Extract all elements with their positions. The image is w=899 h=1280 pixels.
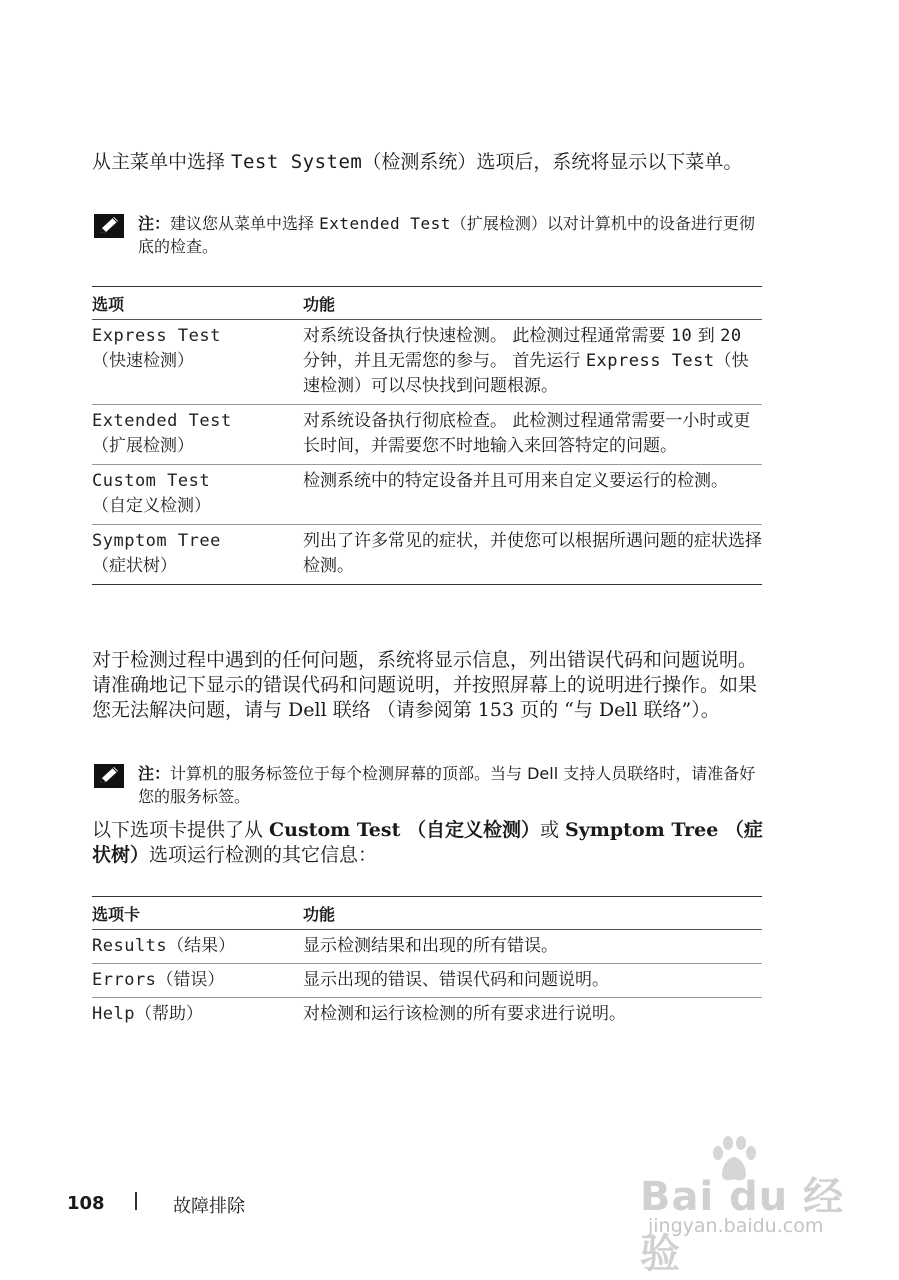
para-text: 或 bbox=[539, 819, 566, 841]
function-cell: 检测系统中的特定设备并且可用来自定义要运行的检测。 bbox=[303, 465, 762, 525]
table-row bbox=[92, 998, 762, 1032]
header-function: 功能 bbox=[303, 897, 762, 930]
option-code: Symptom Tree bbox=[92, 531, 221, 551]
note-pencil-icon bbox=[94, 214, 124, 238]
table-row bbox=[92, 964, 762, 998]
note-body: 计算机的服务标签位于每个检测屏幕的顶部。当与 Dell 支持人员联络时，请准备好您的服务标签。 bbox=[138, 764, 756, 806]
tabs-table bbox=[92, 896, 762, 1031]
tabs-intro-paragraph bbox=[92, 818, 764, 868]
note-label: 注： bbox=[138, 214, 171, 233]
function-cell: 列出了许多常见的症状，并使您可以根据所遇问题的症状选择检测。 bbox=[303, 531, 762, 576]
desc-number: 10 bbox=[670, 326, 693, 346]
desc-number: 20 bbox=[720, 326, 742, 346]
desc-code: Express Test bbox=[585, 351, 715, 371]
note-code: Extended Test bbox=[319, 214, 451, 233]
header-tab: 选项卡 bbox=[92, 897, 303, 930]
table-row bbox=[92, 465, 762, 525]
option-cell bbox=[92, 465, 303, 525]
watermark-brand: Bai du 经验 bbox=[640, 1174, 845, 1277]
note-text bbox=[138, 212, 767, 258]
intro-code: Test System bbox=[231, 151, 363, 173]
tab-cell bbox=[92, 964, 303, 998]
tab-code: Help bbox=[92, 1004, 135, 1024]
option-label: （快速检测） bbox=[92, 351, 194, 371]
note-text bbox=[138, 762, 767, 808]
tab-code: Results bbox=[92, 936, 168, 956]
header-function: 功能 bbox=[303, 287, 762, 320]
note-box bbox=[92, 762, 767, 808]
option-code: Extended Test bbox=[92, 411, 232, 431]
header-option: 选项 bbox=[92, 287, 303, 320]
option-label: （症状树） bbox=[92, 556, 177, 576]
table-header-row bbox=[92, 897, 762, 930]
note-label: 注： bbox=[138, 764, 171, 783]
desc-text: 对系统设备执行快速检测。 此检测过程通常需要 bbox=[303, 326, 671, 346]
function-cell: 对系统设备执行彻底检查。 此检测过程通常需要一小时或更长时间，并需要您不时地输入来回答特定的问题。 bbox=[303, 405, 762, 465]
option-label: （自定义检测） bbox=[92, 496, 211, 516]
watermark bbox=[640, 1135, 850, 1277]
tab-label: （结果） bbox=[167, 936, 236, 956]
option-label: （扩展检测） bbox=[92, 436, 194, 456]
table-header-row bbox=[92, 287, 762, 320]
page-number: 108 bbox=[67, 1193, 105, 1214]
section-title: 故障排除 bbox=[173, 1196, 245, 1217]
tab-cell bbox=[92, 930, 303, 964]
function-cell bbox=[303, 320, 762, 405]
intro-text: 从主菜单中选择 bbox=[92, 151, 232, 173]
desc-text: （快速检测）可以尽快找到问题根源。 bbox=[303, 351, 749, 396]
function-cell: 显示出现的错误、错误代码和问题说明。 bbox=[303, 964, 762, 998]
para-bold: Custom Test （自定义检测） bbox=[269, 819, 540, 841]
option-cell bbox=[92, 405, 303, 465]
table-row bbox=[92, 930, 762, 964]
footer-divider bbox=[135, 1192, 137, 1210]
note-text-start: 建议您从菜单中选择 bbox=[170, 214, 320, 233]
option-code: Custom Test bbox=[92, 471, 211, 491]
table-row bbox=[92, 405, 762, 465]
watermark-url: jingyan.baidu.com bbox=[648, 1215, 824, 1237]
function-cell: 对检测和运行该检测的所有要求进行说明。 bbox=[303, 1004, 626, 1024]
option-code: Express Test bbox=[92, 326, 221, 346]
note-pencil-icon bbox=[94, 764, 124, 788]
troubleshoot-paragraph: 对于检测过程中遇到的任何问题，系统将显示信息，列出错误代码和问题说明。请准确地记下显示的错误代码和问题说明，并按照屏幕上的说明进行操作。如果您无法解决问题，请与 Dell 联络 （请参阅第 153 页的 “与 Dell 联络”）。 bbox=[92, 649, 758, 721]
para-text: 选项运行检测的其它信息： bbox=[149, 844, 378, 866]
tab-code: Errors bbox=[92, 970, 157, 990]
tab-label: （帮助） bbox=[134, 1004, 203, 1024]
tab-cell bbox=[92, 998, 303, 1032]
desc-text: 到 bbox=[692, 326, 721, 346]
table-row bbox=[92, 320, 762, 405]
table-row bbox=[92, 525, 762, 585]
options-table bbox=[92, 286, 762, 585]
option-cell bbox=[92, 320, 303, 405]
tab-label: （错误） bbox=[156, 970, 225, 990]
para-text: 以下选项卡提供了从 bbox=[92, 819, 270, 841]
note-text-end: （扩展检测）以对计算机中的设备进行更彻底的检查。 bbox=[138, 214, 755, 256]
note-box bbox=[92, 212, 767, 258]
desc-text: 分钟，并且无需您的参与。 首先运行 bbox=[303, 351, 586, 371]
option-cell bbox=[92, 525, 303, 585]
para-bold: Symptom Tree （症状树） bbox=[92, 819, 763, 866]
function-cell: 显示检测结果和出现的所有错误。 bbox=[303, 930, 762, 964]
intro-text-end: （检测系统）选项后，系统将显示以下菜单。 bbox=[362, 151, 743, 173]
intro-paragraph bbox=[92, 150, 764, 175]
